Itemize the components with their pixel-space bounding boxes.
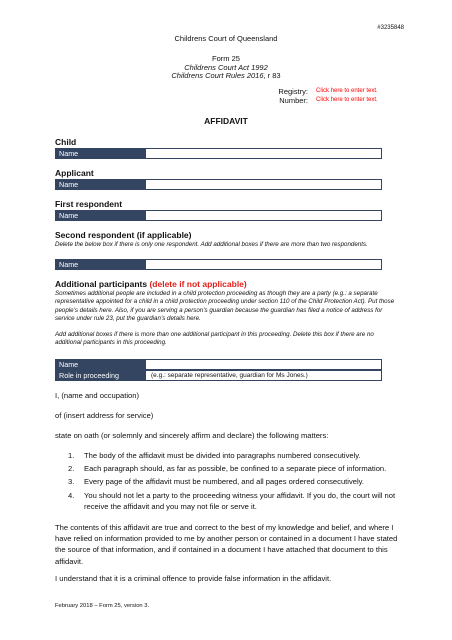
- participant-name-field[interactable]: [145, 359, 382, 370]
- second-respondent-name-row: [55, 259, 382, 270]
- participant-name-label: Name: [55, 359, 145, 370]
- address-line: of (insert address for service): [55, 411, 154, 420]
- participant-role-field[interactable]: (e.g.: separate representative, guardian for Ms Jones.): [145, 370, 382, 381]
- document-id: #3235848: [377, 25, 404, 31]
- rules-reference: [0, 71, 452, 80]
- number-label: Number:: [279, 96, 308, 105]
- additional-boxes-note: Add additional boxes if there is more than one additional participant in this proceeding. Delete this box if there are no additional participants in this proceeding.: [55, 331, 374, 347]
- applicant-name-row: [55, 179, 382, 190]
- list-item: [68, 463, 398, 474]
- deponent-line: I, (name and occupation): [55, 391, 140, 400]
- rule-number: , r 83: [263, 71, 281, 80]
- instruction-list: [68, 450, 398, 514]
- list-item-number: 1.: [68, 451, 75, 460]
- registry-field[interactable]: Click here to enter text.: [316, 88, 378, 94]
- truth-statement: The contents of this affidavit are true and correct to the best of my knowledge and belief, and where I have relied on information provided to me by another person or contained in a document I have stated the source of that information, and if contained in a document I have attached that document to this affidavit.: [55, 523, 398, 566]
- list-item-text: Every page of the affidavit must be numbered, and all pages ordered consecutively.: [84, 477, 365, 487]
- second-respondent-name-label: Name: [55, 259, 145, 270]
- registry-label: Registry:: [278, 87, 308, 96]
- second-respondent-note: Delete the below box if there is only one respondent. Add additional boxes if there are more than two respondents.: [55, 241, 368, 248]
- first-respondent-heading: First respondent: [55, 199, 123, 209]
- list-item-number: 3.: [68, 477, 75, 487]
- first-respondent-name-field[interactable]: [145, 210, 382, 221]
- participant-role-label: Role in proceeding: [55, 370, 145, 381]
- number-field[interactable]: Click here to enter text.: [316, 97, 378, 103]
- child-name-field[interactable]: [145, 148, 382, 159]
- applicant-heading: Applicant: [55, 168, 94, 178]
- list-item: [68, 490, 398, 512]
- second-respondent-heading: Second respondent (if applicable): [55, 230, 192, 240]
- first-respondent-name-row: [55, 210, 382, 221]
- list-item: [68, 450, 398, 461]
- additional-participants-heading: [55, 279, 247, 289]
- delete-if-not-applicable-note: (delete if not applicable): [149, 279, 247, 289]
- second-respondent-name-field[interactable]: [145, 259, 382, 270]
- additional-participants-title: Additional participants: [55, 279, 150, 289]
- first-respondent-name-label: Name: [55, 210, 145, 221]
- applicant-name-label: Name: [55, 179, 145, 190]
- list-item-text: You should not let a party to the proceeding witness your affidavit. If you do, the court will not receive the affidavit and you may not file or serve it.: [84, 490, 396, 511]
- rules-name: Childrens Court Rules 2016: [171, 71, 264, 80]
- list-item-number: 4.: [68, 490, 75, 500]
- page-title: AFFIDAVIT: [204, 116, 248, 126]
- additional-participants-note: Sometimes additional people are included in a child protection proceeding as though they are a party (e.g.: a separate representative appointed for a child in a child protection proceeding under section 110 of the Child Protection Act). Put those people’s details here. Also, if you are serving a person’s guardian because the guardian has filed a notice of address for service under rule 23, put the guardian’s details here.: [55, 290, 395, 323]
- list-item-text: The body of the affidavit must be divided into paragraphs numbered consecutively.: [84, 451, 361, 460]
- list-item-number: 2.: [68, 464, 75, 474]
- applicant-name-field[interactable]: [145, 179, 382, 190]
- participant-role-row: [55, 370, 382, 381]
- oath-line: state on oath (or solemnly and sincerely affirm and declare) the following matters:: [55, 431, 329, 440]
- court-name: Childrens Court of Queensland: [174, 34, 278, 43]
- form-number: Form 25: [212, 54, 240, 63]
- offence-statement: I understand that it is a criminal offence to provide false information in the affidavit.: [55, 574, 332, 583]
- child-name-label: Name: [55, 148, 145, 159]
- list-item-text: Each paragraph should, as far as possible, be confined to a separate piece of information.: [84, 464, 387, 474]
- child-heading: Child: [55, 137, 77, 147]
- footer: February 2018 – Form 25, version 3.: [55, 603, 150, 609]
- list-item: [68, 476, 398, 487]
- child-name-row: [55, 148, 382, 159]
- participant-name-row: [55, 359, 382, 370]
- act-name: Childrens Court Act 1992: [184, 63, 268, 72]
